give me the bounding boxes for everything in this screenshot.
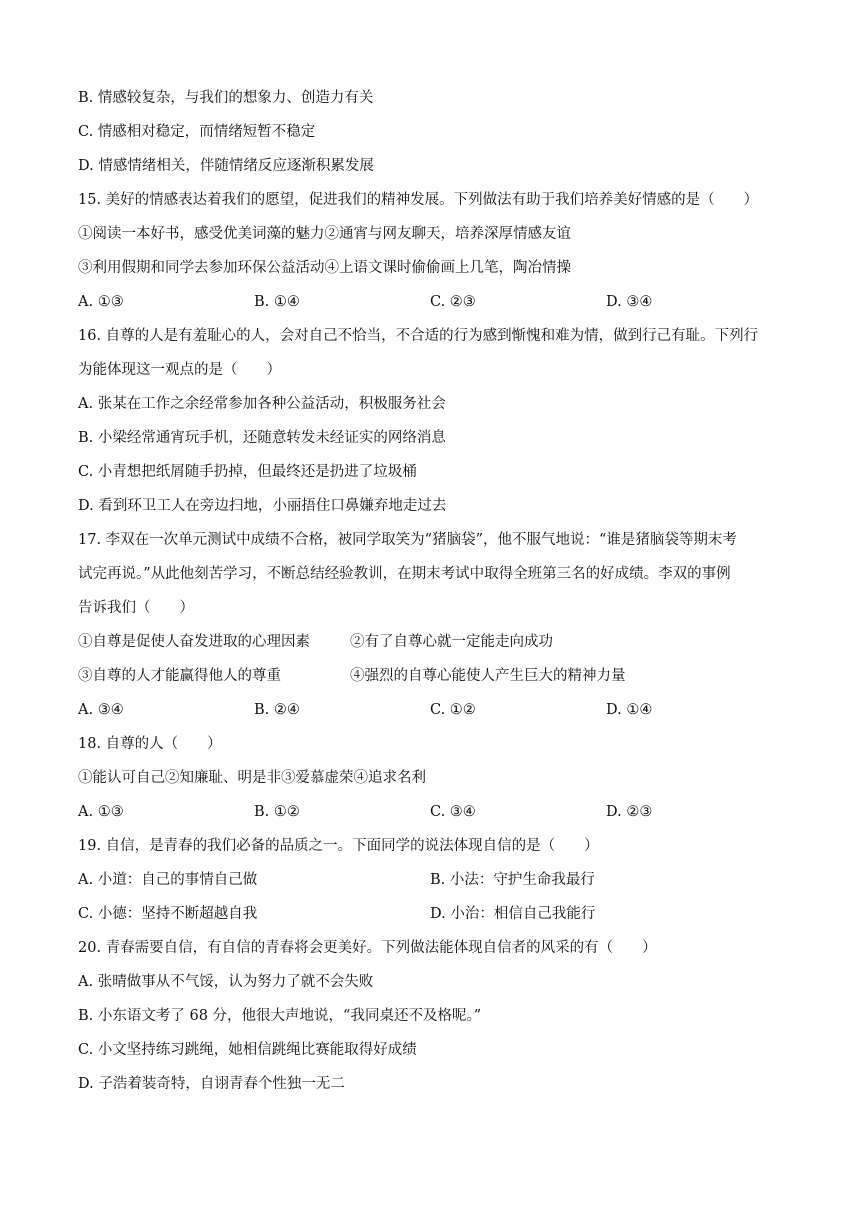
q17-statements-row2: [78, 662, 788, 696]
q19-stem: 19. 自信，是青春的我们必备的品质之一。下面同学的说法体现自信的是（ ）: [78, 838, 599, 854]
q15-option-c: C. ②③: [430, 294, 476, 310]
q14-option-b: B. 情感较复杂，与我们的想象力、创造力有关: [78, 90, 374, 106]
q17-statement-2: ②有了自尊心就一定能走向成功: [350, 634, 553, 650]
q17-option-a: A. ③④: [78, 702, 124, 718]
q19-options-row2: [78, 900, 788, 934]
q16-option-a: A. 张某在工作之余经常参加各种公益活动，积极服务社会: [78, 396, 446, 412]
q16-option-b: B. 小梁经常通宵玩手机，还随意转发未经证实的网络消息: [78, 430, 446, 446]
q16-option-c: C. 小青想把纸屑随手扔掉，但最终还是扔进了垃圾桶: [78, 464, 417, 480]
q20-option-d: D. 子浩着装奇特，自诩青春个性独一无二: [78, 1076, 345, 1092]
q17-options: [78, 696, 788, 730]
q18-option-c: C. ③④: [430, 804, 476, 820]
q20-option-a: A. 张晴做事从不气馁，认为努力了就不会失败: [78, 974, 374, 990]
q14-option-d: D. 情感情绪相关，伴随情绪反应逐渐积累发展: [78, 158, 374, 174]
q18-option-a: A. ①③: [78, 804, 124, 820]
q19-option-d: D. 小治：相信自己我能行: [430, 906, 596, 922]
q16-stem-line1: 16. 自尊的人是有羞耻心的人，会对自己不恰当，不合适的行为感到惭愧和难为情，做到行己有耻。下列行: [78, 328, 759, 344]
q17-stem-line2: 试完再说。”从此他刻苦学习，不断总结经验教训，在期末考试中取得全班第三名的好成绩。李双的事例: [78, 566, 731, 582]
q17-statement-3: ③自尊的人才能赢得他人的尊重: [78, 668, 281, 684]
q19-option-c: C. 小德：坚持不断超越自我: [78, 906, 258, 922]
q15-statements-1: ①阅读一本好书，感受优美词藻的魅力②通宵与网友聊天，培养深厚情感友谊: [78, 226, 571, 242]
q17-option-c: C. ①②: [430, 702, 476, 718]
q17-statement-1: ①自尊是促使人奋发进取的心理因素: [78, 634, 310, 650]
q16-stem-line2: 为能体现这一观点的是（ ）: [78, 362, 281, 378]
q15-option-a: A. ①③: [78, 294, 124, 310]
q15-option-b: B. ①④: [254, 294, 300, 310]
q18-stem: 18. 自尊的人（ ）: [78, 736, 222, 752]
q18-statements: ①能认可自己②知廉耻、明是非③爱慕虚荣④追求名利: [78, 770, 426, 786]
q15-stem: 15. 美好的情感表达着我们的愿望，促进我们的精神发展。下列做法有助于我们培养美好情感的是（ ）: [78, 192, 759, 208]
q18-options: [78, 798, 788, 832]
q19-option-a: A. 小道：自己的事情自己做: [78, 872, 258, 888]
q14-option-c: C. 情感相对稳定，而情绪短暂不稳定: [78, 124, 316, 140]
q20-option-b: B. 小东语文考了 68 分，他很大声地说，“我同桌还不及格呢。”: [78, 1008, 482, 1024]
q15-option-d: D. ③④: [606, 294, 653, 310]
q17-statement-4: ④强烈的自尊心能使人产生巨大的精神力量: [350, 668, 626, 684]
q17-statements-row1: [78, 628, 788, 662]
q17-option-b: B. ②④: [254, 702, 300, 718]
q17-stem-line3: 告诉我们（ ）: [78, 600, 194, 616]
q17-option-d: D. ①④: [606, 702, 653, 718]
q19-option-b: B. 小法：守护生命我最行: [430, 872, 595, 888]
q16-option-d: D. 看到环卫工人在旁边扫地，小丽捂住口鼻嫌弃地走过去: [78, 498, 447, 514]
exam-page: [78, 84, 788, 1104]
q20-option-c: C. 小文坚持练习跳绳，她相信跳绳比赛能取得好成绩: [78, 1042, 417, 1058]
q19-options-row1: [78, 866, 788, 900]
q18-option-d: D. ②③: [606, 804, 653, 820]
q15-options: [78, 288, 788, 322]
q15-statements-2: ③利用假期和同学去参加环保公益活动④上语文课时偷偷画上几笔，陶冶情操: [78, 260, 571, 276]
q17-stem-line1: 17. 李双在一次单元测试中成绩不合格，被同学取笑为“猪脑袋”，他不服气地说：“谁是猪脑袋等期末考: [78, 532, 737, 548]
q20-stem: 20. 青春需要自信，有自信的青春将会更美好。下列做法能体现自信者的风采的有（ ）: [78, 940, 657, 956]
q18-option-b: B. ①②: [254, 804, 300, 820]
